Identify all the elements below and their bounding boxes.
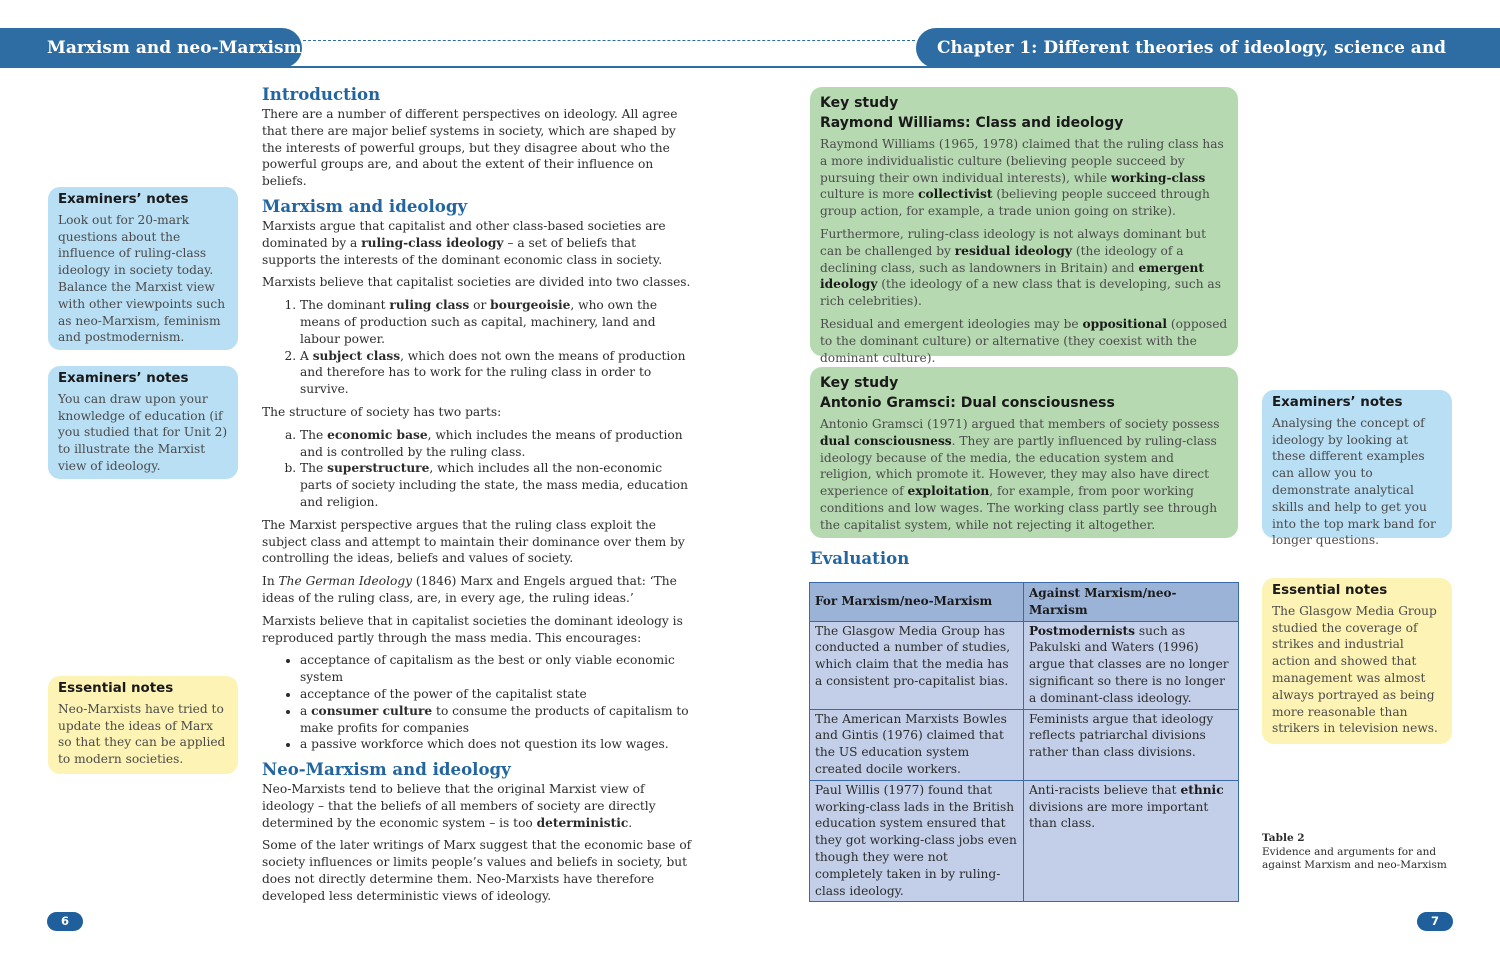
list-item: a. The economic base, which includes the means of production and is controlled by the ruling class. [300, 427, 692, 461]
structure-list [262, 427, 692, 511]
neo-marxism-heading: Neo-Marxism and ideology [262, 759, 511, 780]
note-body: The Glasgow Media Group studied the coverage of strikes and industrial action and showed that management was almost always portrayed as being more reasonable than strikers in television news. [1272, 603, 1438, 736]
note-body: Analysing the concept of ideology by looking at these different examples can allow you to demonstrate analytical skills and help to get you into the top mark band for longer questions. [1272, 415, 1436, 548]
marxism-paragraph-4: The Marxist perspective argues that the ruling class exploit the subject class and attempt to maintain their dominance over them by controlling the ideas, beliefs and values of society. [262, 517, 685, 566]
table-cell: Anti-racists believe that ethnic divisions are more important than class. [1024, 780, 1239, 902]
page-number-left: 6 [47, 912, 83, 931]
column-header-for: For Marxism/neo-Marxism [810, 583, 1024, 622]
list-item: • acceptance of the power of the capitalist state [300, 686, 692, 703]
list-item: 1. The dominant ruling class or bourgeoisie, who own the means of production such as capital, machinery, land and labour power. [300, 297, 692, 347]
marxism-heading: Marxism and ideology [262, 195, 468, 216]
table-caption-title: Table 2 [1262, 832, 1305, 844]
list-item: • a consumer culture to consume the products of capitalism to make profits for companies [300, 703, 692, 737]
list-item: 2. A subject class, which does not own the means of production and therefore has to work for the ruling class in order to survive. [300, 348, 692, 398]
examiners-note-2 [48, 366, 238, 479]
key-study-gramsci [810, 367, 1238, 538]
examiners-note-3 [1262, 390, 1452, 548]
table-cell: Paul Willis (1977) found that working-class lads in the British education system ensured that they got working-class jobs even though they were not completely taken in by ruling-class ideology. [810, 780, 1024, 902]
key-study-paragraph: Furthermore, ruling-class ideology is not always dominant but can be challenged by residual ideology (the ideology of a declining class, such as landowners in Britain) and emergent ideology (the ideology of a new class that is developing, such as rich celebrities). [820, 226, 1221, 309]
list-item: b. The superstructure, which includes all the non-economic parts of society including the state, the mass media, education and religion. [300, 460, 692, 510]
note-title: Examiners’ notes [1272, 395, 1403, 410]
key-study-paragraph: Raymond Williams (1965, 1978) claimed that the ruling class has a more individualistic culture (believing people succeed by pursuing their own individual interests), while working-class culture is more collectivist (believing people succeed through group action, for example, a trade union going on strike). [820, 137, 1224, 219]
column-header-against: Against Marxism/neo-Marxism [1024, 583, 1239, 622]
marxism-paragraph-6: Marxists believe that in capitalist societies the dominant ideology is reproduced partly through the mass media. This encourages: [262, 613, 683, 645]
examiners-note-1 [48, 187, 238, 350]
table-caption-text: Evidence and arguments for and against Marxism and neo-Marxism [1262, 845, 1447, 871]
table-cell: The American Marxists Bowles and Gintis (1976) claimed that the US education system created docile workers. [810, 709, 1024, 780]
header-strip [0, 66, 1500, 68]
introduction-text: There are a number of different perspectives on ideology. All agree that there are major belief systems in society, which are shaped by the interests of powerful groups, but they disagree about who the powerful groups are, and about the extent of their influence on beliefs. [262, 107, 678, 189]
table-row [810, 780, 1239, 902]
evaluation-table [809, 582, 1239, 902]
introduction-heading: Introduction [262, 84, 381, 104]
note-body: Look out for 20-mark questions about the influence of ruling-class ideology in society today. Balance the Marxist view with other viewpoints such as neo-Marxism, feminism and postmodernism. [58, 212, 226, 345]
evaluation-heading: Evaluation [810, 548, 910, 568]
key-study-label: Key study [820, 375, 899, 391]
marxism-paragraph-2: Marxists believe that capitalist societies are divided into two classes. [262, 275, 691, 290]
page-number-right: 7 [1417, 912, 1453, 931]
neo-marxism-paragraph-2: Some of the later writings of Marx suggest that the economic base of society influences or limits people’s values and beliefs in society, but does not directly determine them. Neo-Marxists have therefore developed less deterministic views of ideology. [262, 838, 692, 903]
main-column [262, 84, 692, 911]
classes-list [262, 297, 692, 398]
table-cell: The Glasgow Media Group has conducted a number of studies, which claim that the media has a consistent pro-capitalist bias. [810, 621, 1024, 709]
marxism-paragraph-1: Marxists argue that capitalist and other class-based societies are dominated by a ruling-class ideology – a set of beliefs that supports the interests of the dominant economic class in society. [262, 218, 666, 267]
media-effects-list [262, 652, 692, 753]
table-row [810, 621, 1239, 709]
header-left-title: Marxism and neo-Marxism [0, 28, 302, 68]
key-study-title: Raymond Williams: Class and ideology [820, 115, 1124, 131]
table-cell: Postmodernists such as Pakulski and Waters (1996) argue that classes are no longer significant so there is no longer a dominant-class ideology. [1024, 621, 1239, 709]
list-item: • acceptance of capitalism as the best or only viable economic system [300, 652, 692, 686]
neo-marxism-paragraph-1: Neo-Marxists tend to believe that the original Marxist view of ideology – that the beliefs of all members of society are directly determined by the economic system – is too deterministic. [262, 782, 656, 830]
note-title: Examiners’ notes [58, 371, 189, 386]
marxism-paragraph-3: The structure of society has two parts: [262, 404, 502, 419]
table-header-row [810, 583, 1239, 622]
note-title: Essential notes [1272, 583, 1388, 598]
key-study-paragraph: Antonio Gramsci (1971) argued that members of society possess dual consciousness. They are partly influenced by ruling-class ideology because of the media, the education system and religion, which promote it. However, they may also have direct experience of exploitation, for example, from poor working conditions and low wages. The working class partly see through the capitalist system, while not rejecting it altogether. [820, 417, 1220, 532]
essential-note-2 [1262, 578, 1452, 744]
key-study-label: Key study [820, 95, 899, 111]
table-caption [1262, 832, 1462, 873]
note-body: You can draw upon your knowledge of education (if you studied that for Unit 2) to illustrate the Marxist view of ideology. [58, 391, 228, 473]
key-study-williams [810, 87, 1238, 365]
note-title: Essential notes [58, 681, 174, 696]
table-cell: Feminists argue that ideology reflects patriarchal divisions rather than class divisions. [1024, 709, 1239, 780]
note-title: Examiners’ notes [58, 192, 189, 207]
marxism-paragraph-5: In The German Ideology (1846) Marx and Engels argued that: ‘The ideas of the ruling class, are, in every age, the ruling ideas.’ [262, 574, 677, 605]
header-dashed-line [303, 40, 915, 41]
key-study-title: Antonio Gramsci: Dual consciousness [820, 395, 1115, 411]
key-study-paragraph: Residual and emergent ideologies may be oppositional (opposed to the dominant culture) or alternative (they coexist with the dominant culture). [820, 316, 1228, 365]
list-item: • a passive workforce which does not question its low wages. [300, 736, 692, 753]
note-body: Neo-Marxists have tried to update the ideas of Marx so that they can be applied to modern societies. [58, 701, 226, 767]
header-right-title: Chapter 1: Different theories of ideology, science and [916, 28, 1500, 68]
essential-note-1 [48, 676, 238, 774]
table-row [810, 709, 1239, 780]
